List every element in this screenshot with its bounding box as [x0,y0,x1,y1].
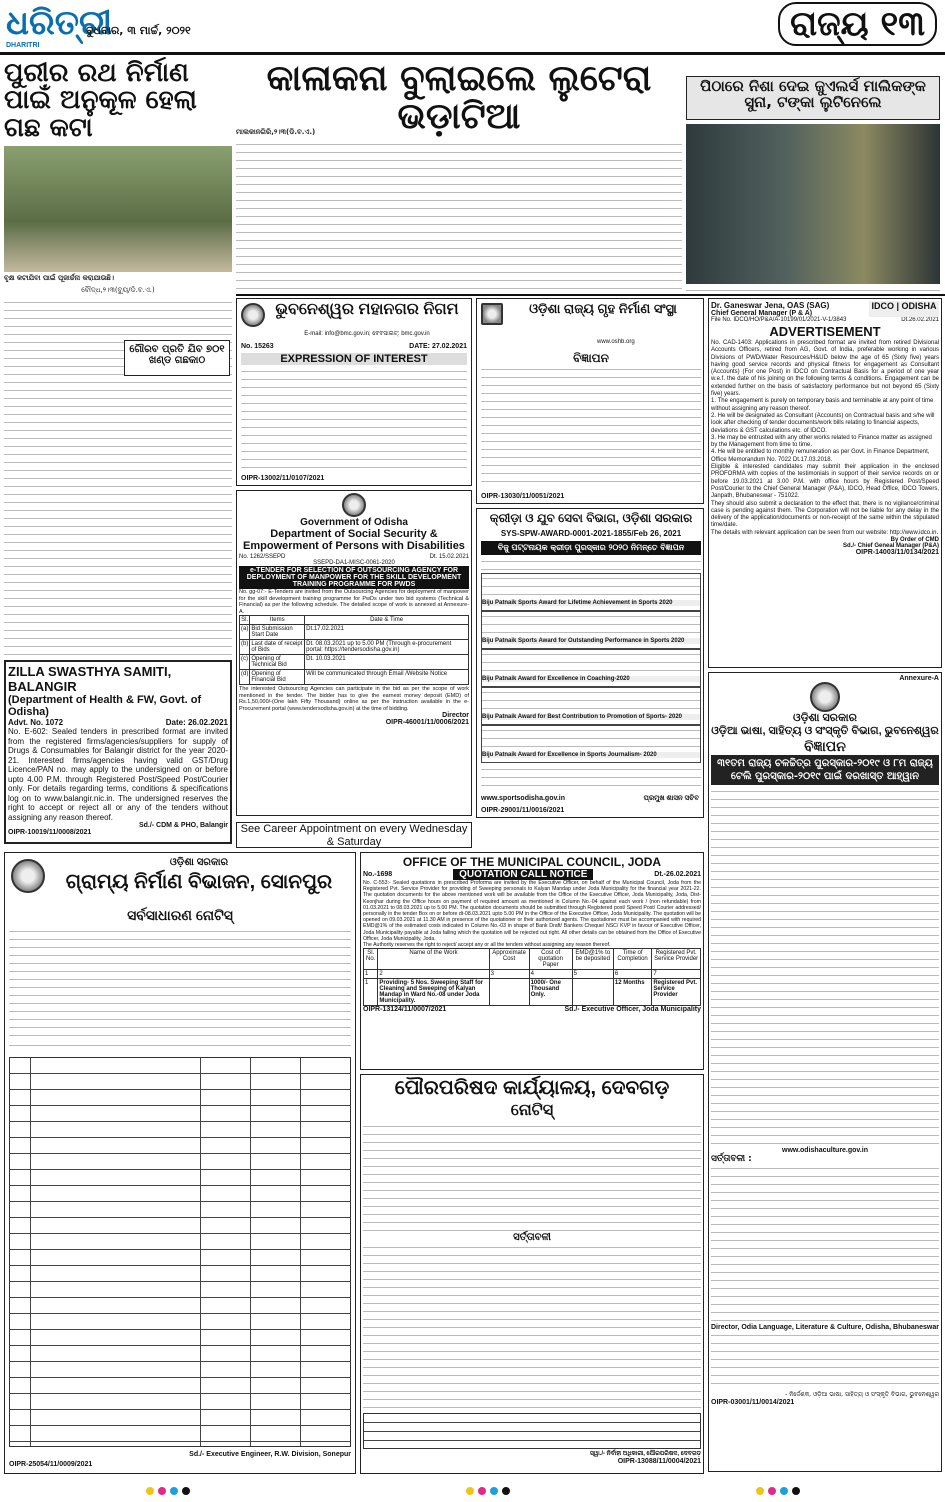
odisha-emblem-icon [342,493,366,517]
table-cell: 4 [529,970,572,979]
story3-body [686,286,940,294]
bmc-number: No. 15263 [241,343,274,350]
sports-award-item [481,687,701,725]
table-row [240,670,469,685]
joda-no-row [363,869,701,880]
table-cell: Bid Submission Start Date [250,625,305,640]
joda-no: No.-1698 [363,871,393,878]
joda-oipr: OIPR-13124/11/0007/2021 [363,1006,447,1014]
story1-headline: ପୁରୀର ରଥ ନିର୍ମାଣ ପାଇଁ ଅନୁକୂଳ ହେଲା ଗଛ କଟା [4,58,197,143]
deogarh-oipr: OIPR-13088/11/0004/2021 [617,1458,701,1465]
deogarh-title: ପୌରପରିଷଦ କାର୍ଯ୍ୟାଳୟ, ଦେବଗଡ଼ [394,1077,670,1099]
joda-table [363,948,701,1006]
culture-sign: - ନିର୍ଦ୍ଦେଶକ, ଓଡ଼ିଆ ଭାଷା, ସାହିତ୍ୟ ଓ ସଂସ୍କୃତି ବିଭାଗ, ଭୁବନେଶ୍ୱର [785,1391,939,1398]
table-header: Approximate Cost [489,949,529,970]
joda-body: No. C-553:- Sealed quotations in prescribed Proforma are invited by the Executive Officer, on behalf of the Municipal Council, Joda from the Registered Pvt. Service Provider for providing of Sweeping personals to Kalyan Mandap under Joda Municipality for the financial year 2021-22. The quotation documents for the above mentioned work will be available from the Office of the Executive Officer, Joda Municipality, Joda, Dist- Keonjhar during the Office hours on payment of required amount as mentioned in Column No.-04 against each work / (non refundable) from 01.03.2021 to 08.03.2021 up to 5.00 PM. The quotation documents should be submitted through Registered post/ Speed Post/ Courier addressed/ personally in the tender Box on or before dt-08.03.2021 upto 5.00 PM in the Office of the Executive Officer, Joda Municipality. The quotation will be opened on 09.03.2021 at 11.30 AM in presence of the quotationer or their authorized agents. The quotationer must be accompanied with required EMD@1% of the estimated costs indicated in Column No.-03 in shape of Bank Draft/ Bankers Cheque/ NSC/ KVP in favour of Executive Officer, Joda Municipality payable at Joda failing which the quotation will be rejected out right. All other details can be obtained from the Office of Executive Officer, Joda Municipality, Joda. [363,880,701,942]
table-cell: Opening of Technical Bid [250,655,305,670]
sssepd-oipr: OIPR-46001/11/0006/2021 [385,719,469,726]
ohb-ad [476,298,704,504]
deogarh-ad [360,1074,704,1474]
story1-inset: ଗୌରବ ପ୍ରତି ଯିବ ୭୦୧ ଖଣ୍ଡ ଗଛକାଠ [124,340,230,376]
idco-footer3: The details with relevant application can be seen from our website: http://www.idco.in. [711,529,939,536]
sports-ref: SYS-SPW-AWARD-0001-2021-1855/Feb 26, 2021 [500,529,682,538]
story3-headline-box [686,76,940,120]
sports-award-label: Biju Patnaik Award for Excellence in Coaching-2020 [482,676,700,682]
sports-award-item [481,573,701,611]
culture-title: ଓଡ଼ିଆ ଭାଷା, ସାହିତ୍ୟ ଓ ସଂସ୍କୃତି ବିଭାଗ, ଭୁବନେଶ୍ୱର [711,725,939,737]
story3-photo [686,124,940,284]
zilla-oipr: OIPR-10019/11/0008/2021 [8,829,92,836]
table-cell: 6 [613,970,651,979]
odisha-emblem-icon [810,682,840,712]
table-row [364,970,701,979]
deogarh-conditions [363,1243,701,1413]
masthead-logo [6,3,113,50]
joda-ad [360,852,704,1070]
table-header: Date & Time [305,616,469,625]
sssepd-sign: Director [442,712,469,719]
culture-body [711,787,939,1147]
sssepd-date: Dt. 15.02.2021 [429,554,469,560]
ohb-title: ଓଡ଼ିଶା ରାଜ୍ୟ ଗୃହ ନିର୍ମାଣ ସଂସ୍ଥା [529,301,677,316]
table-cell: Opening of Financial Bid [250,670,305,685]
joda-sign: Sd./- Executive Officer, Joda Municipality [564,1006,701,1014]
joda-footer [363,1006,701,1013]
joda-title: OFFICE OF THE MUNICIPAL COUNCIL, JODA [402,855,662,869]
sports-ad [476,508,704,818]
table-row [240,640,469,655]
logo-subtext: DHARITRI [6,42,40,49]
table-row [240,655,469,670]
deogarh-table [363,1413,701,1449]
section-rule [236,294,945,296]
table-row [364,979,701,1006]
table-cell: Will be communicated through Email /Website Notice [305,670,469,685]
sssepd-table [239,615,469,685]
career-box: See Career Appointment on every Wednesday & Saturday [236,822,472,848]
table-cell [572,979,613,1006]
rural-sign-line [9,1041,351,1053]
rural-ad [4,852,356,1474]
table-header: Cost of quotation Paper [529,949,572,970]
zilla-body: No. E-602: Sealed tenders in prescribed format are invited from the registered firms/agencies/suppliers for supply of Drugs & Consumables for Balangir district for the year 2020-21. Interested firms/agencies having valid GST/Drug Licence/PAN no. may apply to the undersigned on or before upto 4.00 P.M. through Registered Post/Speed Post/Courier only. For details regarding terms, conditions & specifications log on to www.balangir.nic.in. The undersigned reserves the right to accept or reject all or any of the tenders without assigning any reason thereof. [8,727,228,822]
table-cell: 1 [364,970,378,979]
idco-term: 2. He will be designated as Consultant (Accounts) on Contractual basis and s/he will look after checking of tender documents/work bills relating to financial aspects, deviations & GST calculations etc. of IDCO. [711,412,935,434]
table-cell: Providing- 5 Nos. Sweeping Staff for Cleaning and Sweeping of Kalyan Mandap in Ward No.-08 under Joda Municipality. [378,979,489,1006]
story2-body [236,140,682,290]
sports-award-item [481,725,701,763]
idco-oipr: OIPR-14003/11/0134/2021 [855,549,939,557]
ohb-heading: ବିଜ୍ଞାପନ [573,351,609,365]
ohb-oipr: OIPR-13030/11/0051/2021 [481,493,565,500]
sports-award-label: Biju Patnaik Sports Award for Outstanding Performance in Sports 2020 [482,638,700,644]
table-cell: Dt. 08.03.2021 up to 5.00 PM (Through e-procurement portal: https://tendersodisha.gov.in) [305,640,469,655]
rural-oipr: OIPR-25054/11/0009/2021 [9,1461,93,1468]
idco-notice: No. CAD-1403: Applications in prescribed format are invited from retired Divisional Accounts Officers, retired from AG, Govt. of India, preferable working in various Divisions of PWD/Water Resources/H&UD below the age of 65 (Sixty five) years having good service records and physical fitness for engagement as Consultant (Accounts) (For one Post) in IDCO on Contractual Basis for a period of one year w.e.f. the date of his joining on the following terms & conditions. Engagement can be extended further on the basis of satisfactory performance but not beyond 65 (Sixty five) years. [711,340,939,398]
sports-awards [481,573,701,763]
sssepd-title: Department of Social Security & Empowerment of Persons with Disabilities [243,528,465,552]
bmc-email: E-mail: info@bmc.gov.in; ବେବସାଇଟ୍: bmc.gov.in [304,331,430,337]
table-cell: 3 [489,970,529,979]
sssepd-ref: SSEPD-DA1-MISC-0061-2020 [313,560,395,566]
sports-award-item [481,611,701,649]
idco-date: Dt.26.02.2021 [901,317,939,323]
issue-date: ବୁଧବାର, ୩ ମାର୍ଚ୍ଚ, ୨୦୨୧ [86,24,191,37]
idco-sign1: By Order of CMD [890,537,939,544]
sssepd-outro: The interested Outsourcing Agencies can participate in the bid as per the scope of work mentioned in the tender. The bidder has to give the earnest money deposit (EMD) of Rs.1,50,000/-(One lakh Fifty Thousand) online as per the instruction available in the e-Procurement portal (www.tendersodisha.gov.in) at the time of bidding. [239,686,469,712]
story2-dateline: ମାଲକାନଗିରି,୨।୩(ଡି.ବ.ଏ.) [236,128,316,136]
zilla-no-row [8,718,228,727]
table-cell: 1000/- One Thousand Only. [529,979,572,1006]
table-cell: (b) [240,640,250,655]
table-cell: (c) [240,655,250,670]
story1-caption: ବୃକ୍ଷ କଟାଯିବା ପାଇଁ ପୂଜାର୍ଚ୍ଚନା କରାଯାଉଛି। [4,274,115,282]
table-cell: (d) [240,670,250,685]
sports-award-label: Biju Patnaik Award for Best Contribution to Promotion of Sports- 2020 [482,714,700,720]
sports-title: କ୍ରୀଡ଼ା ଓ ଯୁବ ସେବା ବିଭାଗ, ଓଡ଼ିଶା ସରକାର [489,511,693,525]
table-cell: (a) [240,625,250,640]
story3-headline: ପିଠାରେ ନିଶା ଦେଇ ଜୁଏଲର୍ସ ମାଲିକଙ୍କ ସୁନା, ଟଙ୍କା ଲୁଟିନେଲେ [700,77,926,111]
idco-file-row [711,317,939,323]
table-cell: Registered Pvt. Service Provider [652,979,701,1006]
culture-web: www.odishaculture.gov.in [782,1147,868,1154]
sports-oipr: OIPR-29001/11/0016/2021 [481,807,565,814]
masthead-rule [0,52,945,55]
idco-term: 1. The engagement is purely on temporary basis and terminable at any point of time without assigning any reason thereof. [711,398,934,412]
zilla-sign: Sd./- CDM & PHO, Balangir [138,822,228,829]
culture-oipr: OIPR-03001/11/0014/2021 [711,1399,795,1406]
culture-annex: Annexure-A [899,675,939,682]
deogarh-body [363,1122,701,1232]
sports-award-label: Biju Patnaik Award for Excellence in Sports Journalism- 2020 [482,752,700,758]
idco-file-no: File No. IDCO/HO/P&A/A-10199/01/2021-V-1/3843 [711,317,847,323]
zilla-ad [4,660,232,844]
idco-term: 4. He will be entitled to monthly remuneration as per Govt. in Finance Department, Office Memorandum No. 7022 Dt.17.03.2018. [711,449,930,463]
culture-sub: ସର୍ତ୍ତାବଳୀ : [711,1154,752,1164]
table-header: Sl. [241,617,249,623]
sports-intro [481,557,701,571]
culture-heading: ବିଜ୍ଞାପନ [804,738,846,754]
table-header: Name of the Work [378,949,489,970]
sports-body [481,765,701,793]
rural-body [9,927,351,1037]
table-cell: 2 [378,970,489,979]
sssepd-gov: Government of Odisha [300,517,408,528]
page-label: ରାଜ୍ୟ ୧୩ [778,2,937,46]
bmc-oipr: OIPR-13002/11/0107/2021 [241,475,325,482]
story1-dateline: ବୌଦ୍ଧ,୨।୩(ବ୍ୟୁ/ଡି.ବ.ଏ.) [81,286,155,294]
sports-web: www.sportsodisha.gov.in [481,795,566,802]
sports-award-item [481,649,701,687]
idco-sign2: Sd./- Chief Geneal Manager (P&A) [842,543,939,550]
culture-gov: ଓଡ଼ିଶା ସରକାର [793,712,857,724]
table-cell: Last date of receipt of Bids [250,640,305,655]
rural-table [9,1057,351,1447]
idco-logo-icon: IDCO | ODISHA [869,301,939,317]
logo-text: ଧରିତ୍ରୀ [6,3,113,43]
table-cell: Dt.17.02.2021 [305,625,469,640]
story2-headline: କାଳାକନା ବୁଲାଇଲେ ଲୁଟେରା ଭଡ଼ାଟିଆ [266,58,652,137]
table-header: Items [250,616,305,625]
zilla-title: ZILLA SWASTHYA SAMITI, BALANGIR [8,664,172,694]
deogarh-sub: ସର୍ତ୍ତାବଳୀ [513,1232,551,1243]
sssepd-ad [236,490,472,816]
ohb-web: www.oshb.org [597,339,635,345]
zilla-sub: (Department of Health & FW, Govt. of Odisha) [8,694,202,718]
table-header: Registered Pvt. Service Provider [652,949,701,970]
joda-bar: QUOTATION CALL NOTICE [453,869,593,880]
ohb-body [481,365,701,489]
bmc-body [241,367,467,473]
idco-heading: ADVERTISEMENT [769,324,881,339]
table-cell: 12 Months [613,979,651,1006]
idco-footer: Eligible & interested candidates may submit their application in the enclosed PROFORMA with copies of the testimonials in support of their service records on or before 19.03.2021 at 3.00 P.M. with office hours by Registered Post/Speed Post/Courier to the Chief General Manager (P&A), IDCO, Head Office, IDCO Towers, Janpath, Bhubaneswar - 751022. [711,464,939,500]
zilla-date: Date: 26.02.2021 [165,718,228,727]
table-header: Sl. No. [364,949,378,970]
joda-body2: The Authority reserves the right to reject/ accept any or all the tenders without assigning any reason thereof. [363,942,611,949]
table-cell: 1 [364,979,378,1006]
culture-conditions-2 [711,1331,939,1391]
culture-ad [708,672,942,1472]
sssepd-bar: e-TENDER FOR SELECTION OF OUTSOURCING AGENCY FOR DEPLOYMENT OF MANPOWER FOR THE SKILL DEVELOPMENT TRAINING PROGRAMME FOR PWDS [239,566,469,589]
rural-sign: Sd./- Executive Engineer, R.W. Division, Sonepur [189,1451,351,1458]
story1-photo [4,146,232,272]
bmc-heading: EXPRESSION OF INTEREST [241,353,467,365]
sssepd-no: No. 1262/SSEPD [239,554,286,560]
culture-contact: Director, Odia Language, Literature & Culture, Odisha, Bhubaneswar [711,1324,939,1331]
odisha-emblem-icon [11,859,45,893]
sports-award-label: Biju Patnaik Sports Award for Lifetime Achievement in Sports 2020 [482,600,700,606]
idco-officer: Dr. Ganeswar Jena, OAS (SAG) [711,301,830,310]
story1-headline-box [4,60,232,146]
bmc-title: ଭୁବନେଶ୍ୱର ମହାନଗର ନିଗମ [275,301,459,318]
bmc-seal-icon [241,303,265,327]
sports-bar: ବିଜୁ ପଟ୍ଟନାୟକ କ୍ରୀଡ଼ା ପୁରସ୍କାର ୨୦୨୦ ନିମନ୍ତେ ବିଜ୍ଞାପନ [481,541,701,555]
table-cell: 7 [652,970,701,979]
rural-title: ଗ୍ରାମ୍ୟ ନିର୍ମାଣ ବିଭାଜନ, ସୋନପୁର [65,871,333,893]
table-header: Time of Completion [613,949,651,970]
idco-term: 3. He may be entrusted with any other works related to Finance matter as assigned by the Management from time to time. [711,434,932,449]
deogarh-sign: ସ୍ୱା./- ନିର୍ବାହୀ ଅଧିକାରୀ, ପୌରପରିଷଦ, ଦେବଗଡ଼ [589,1451,701,1457]
table-cell: 5 [572,970,613,979]
registration-marks [0,1483,945,1497]
table-header: EMD@1% to be deposited [572,949,613,970]
joda-date: Dt.-26.02.2021 [654,871,701,878]
sports-sign: ପ୍ରମୁଖ ଶାସନ ସଚିବ [643,795,699,802]
rural-heading: ସର୍ବସାଧାରଣ ନୋଟିସ୍ [127,907,233,923]
deogarh-heading: ନୋଟିସ୍ [510,1102,554,1119]
registration-dots-icon [0,1484,945,1498]
culture-bar: ୩୧ତମ ରାଜ୍ୟ ଚଳଚ୍ଚିତ୍ର ପୁରସ୍କାର-୨୦୧୯ ଓ ୮ମ ରାଜ୍ୟ ଟେଲି ପୁରସ୍କାର-୨୦୧୯ ପାଇଁ ଦରଖାସ୍ତ ଆହ୍ୱାନ [711,755,939,785]
bmc-date: DATE: 27.02.2021 [409,343,467,350]
zilla-no: Advt. No. 1072 [8,718,64,727]
table-cell: Dt. 10.03.2021 [305,655,469,670]
culture-conditions [711,1164,939,1324]
rural-gov: ଓଡ଼ିଶା ସରକାର [169,857,229,868]
table-row [240,625,469,640]
table-cell [489,979,529,1006]
idco-role: Chief General Manager (P & A) [711,310,813,317]
idco-footer2: They should also submit a declaration to the effect that, there is no vigilance/criminal case is pending against them. The Corporation will not be liable for any delay in the delivery of the application/documents or non-receipt of the same within the stipulated time/date. [711,500,939,529]
ohb-logo-icon [481,303,503,325]
idco-ad [708,298,942,668]
sssepd-intro: No. gg-07:- E-Tenders are invited from the Outsourcing Agencies for deployment of manpower for the skill development training programme for PwDs under two bid systems (Technical & Financial) as per the following schedule. The detailed scope of work is annexed at Annexure-A. [239,589,469,615]
bmc-ad [236,298,472,486]
